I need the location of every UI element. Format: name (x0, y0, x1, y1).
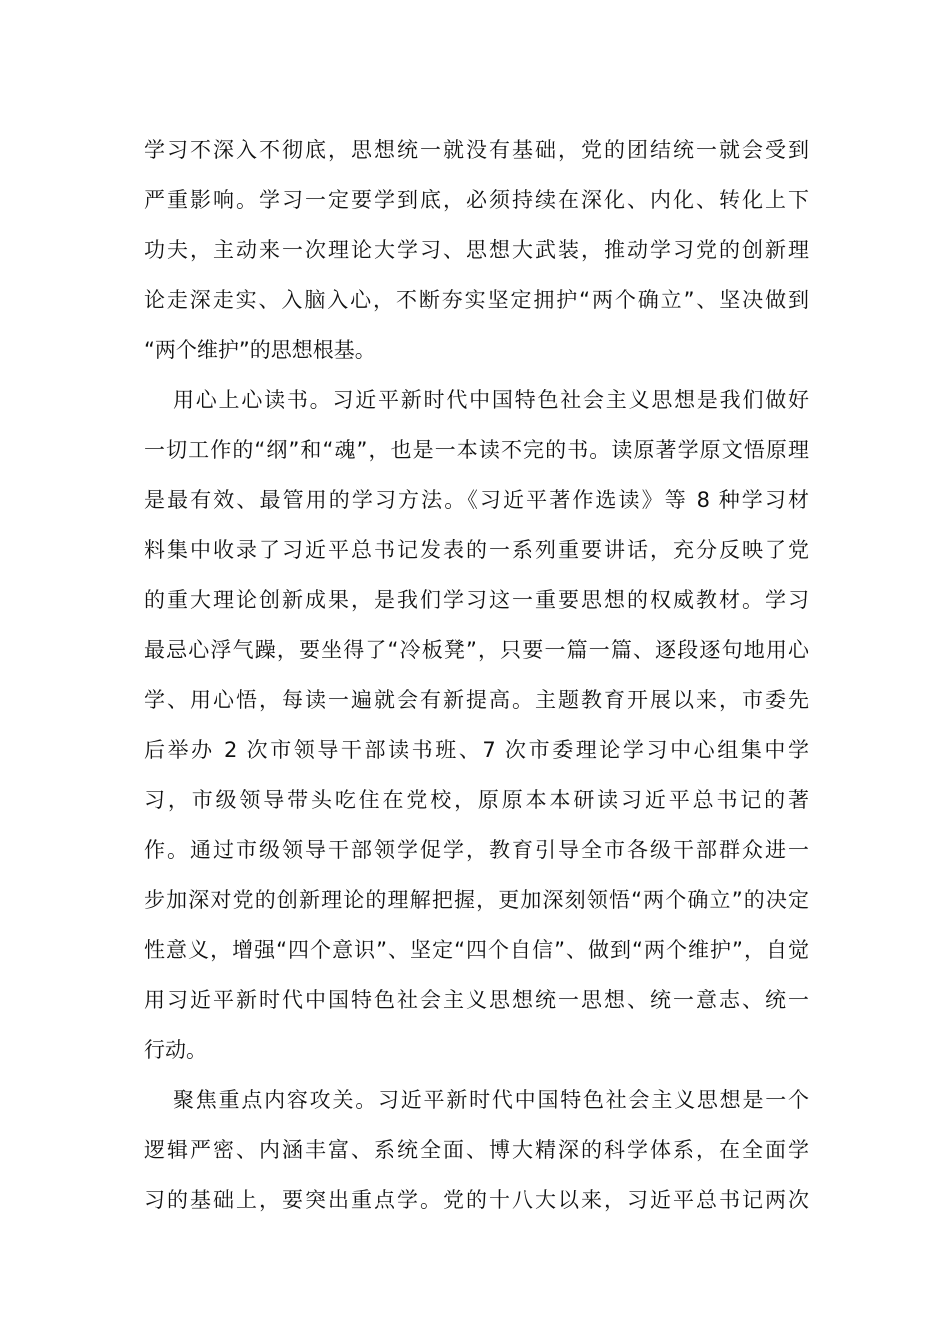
text-line: 学习不深入不彻底，思想统一就没有基础，党的团结统一就会受到 (144, 138, 809, 162)
text-line: 作。通过市级领导干部领学促学，教育引导全市各级干部群众进一 (144, 838, 809, 862)
text-line: 料集中收录了习近平总书记发表的一系列重要讲话，充分反映了党 (144, 538, 809, 562)
text-line: 用习近平新时代中国特色社会主义思想统一思想、统一意志、统一 (144, 988, 809, 1012)
document-body (144, 125, 809, 1225)
text-line: 学、用心悟，每读一遍就会有新提高。主题教育开展以来，市委先 (144, 688, 809, 712)
text-line: 性意义，增强“四个意识”、坚定“四个自信”、做到“两个维护”，自觉 (144, 938, 809, 962)
text-line: 是最有效、最管用的学习方法。《习近平著作选读》等 8 种学习材 (144, 488, 809, 512)
text-line: “两个维护”的思想根基。 (144, 338, 376, 362)
text-line: 行动。 (144, 1038, 207, 1062)
text-line: 功夫，主动来一次理论大学习、思想大武装，推动学习党的创新理 (144, 238, 809, 262)
text-line: 的重大理论创新成果，是我们学习这一重要思想的权威教材。学习 (144, 588, 809, 612)
text-line: 后举办 2 次市领导干部读书班、7 次市委理论学习中心组集中学 (144, 738, 809, 762)
paragraph-first-line: 聚焦重点内容攻关。习近平新时代中国特色社会主义思想是一个 (173, 1088, 809, 1112)
text-line: 习，市级领导带头吃住在党校，原原本本研读习近平总书记的著 (144, 788, 809, 812)
text-line: 习的基础上，要突出重点学。党的十八大以来，习近平总书记两次 (144, 1188, 809, 1212)
text-line: 逻辑严密、内涵丰富、系统全面、博大精深的科学体系，在全面学 (144, 1138, 809, 1162)
text-line: 严重影响。学习一定要学到底，必须持续在深化、内化、转化上下 (144, 188, 809, 212)
paragraph-first-line: 用心上心读书。习近平新时代中国特色社会主义思想是我们做好 (173, 388, 809, 412)
text-line: 一切工作的“纲”和“魂”，也是一本读不完的书。读原著学原文悟原理 (144, 438, 809, 462)
text-line: 步加深对党的创新理论的理解把握，更加深刻领悟“两个确立”的决定 (144, 888, 809, 912)
text-line: 最忌心浮气躁，要坐得了“冷板凳”，只要一篇一篇、逐段逐句地用心 (144, 638, 809, 662)
text-line: 论走深走实、入脑入心，不断夯实坚定拥护“两个确立”、坚决做到 (144, 288, 809, 312)
